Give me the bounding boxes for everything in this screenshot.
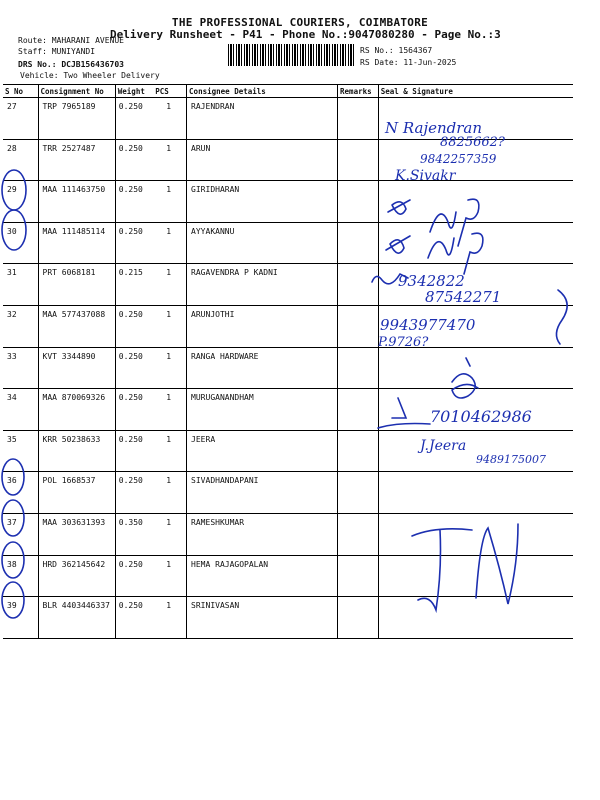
table-row [3, 347, 573, 389]
row-sno: 37 [3, 513, 38, 555]
row-consignment-no: MAA 111485114 [38, 222, 115, 264]
handwriting-sign-32: P.9726? [378, 335, 429, 350]
row-consignee: SRINIVASAN [187, 597, 338, 639]
row-seal-signature [378, 222, 573, 264]
rs-number: RS No.: 1564367 [360, 46, 433, 55]
row-consignee: ARUNJOTHI [187, 305, 338, 347]
row-remarks [338, 347, 379, 389]
row-weight: 0.250 [115, 389, 153, 431]
row-consignment-no: PRT 6068181 [38, 264, 115, 306]
row-consignment-no: TRP 7965189 [38, 98, 115, 140]
table-row [3, 430, 573, 472]
row-remarks [338, 264, 379, 306]
row-consignee: RAGAVENDRA P KADNI [187, 264, 338, 306]
row-remarks [338, 513, 379, 555]
row-pcs: 1 [153, 181, 186, 223]
row-consignee: MURUGANANDHAM [187, 389, 338, 431]
row-sno: 33 [3, 347, 38, 389]
row-seal-signature [378, 181, 573, 223]
row-pcs: 1 [153, 347, 186, 389]
row-weight: 0.250 [115, 98, 153, 140]
route-label: Route: MAHARANI AVENUE [18, 36, 124, 45]
row-remarks [338, 98, 379, 140]
row-seal-signature [378, 430, 573, 472]
row-consignment-no: MAA 577437088 [38, 305, 115, 347]
row-weight: 0.250 [115, 555, 153, 597]
row-consignment-no: MAA 111463750 [38, 181, 115, 223]
col-header-consignee: Consignee Details [187, 85, 338, 98]
row-pcs: 1 [153, 430, 186, 472]
row-consignment-no: MAA 870069326 [38, 389, 115, 431]
row-seal-signature [378, 513, 573, 555]
handwriting-name-35: J.Jeera [420, 438, 467, 454]
row-weight: 0.250 [115, 305, 153, 347]
row-consignee: SIVADHANDAPANI [187, 472, 338, 514]
row-pcs: 1 [153, 305, 186, 347]
row-pcs: 1 [153, 389, 186, 431]
row-weight: 0.350 [115, 513, 153, 555]
col-header-weight: Weight [115, 85, 153, 98]
row-consignment-no: KRR 50238633 [38, 430, 115, 472]
table-row [3, 513, 573, 555]
row-weight: 0.250 [115, 347, 153, 389]
col-header-sno: S No [3, 85, 38, 98]
table-row [3, 139, 573, 181]
row-consignee: RAMESHKUMAR [187, 513, 338, 555]
col-header-pcs: PCS [153, 85, 186, 98]
row-weight: 0.250 [115, 430, 153, 472]
row-seal-signature [378, 472, 573, 514]
row-remarks [338, 597, 379, 639]
row-consignment-no: MAA 303631393 [38, 513, 115, 555]
row-weight: 0.215 [115, 264, 153, 306]
row-pcs: 1 [153, 597, 186, 639]
col-header-consignment: Consignment No [38, 85, 115, 98]
row-remarks [338, 181, 379, 223]
row-sno: 34 [3, 389, 38, 431]
row-sno: 32 [3, 305, 38, 347]
row-remarks [338, 222, 379, 264]
table-row [3, 389, 573, 431]
row-remarks [338, 472, 379, 514]
table-row [3, 98, 573, 140]
row-seal-signature [378, 264, 573, 306]
handwriting-phone-27: 8825662? [440, 135, 505, 150]
row-consignee: JEERA [187, 430, 338, 472]
handwriting-phone-34: 7010462986 [430, 407, 532, 426]
handwriting-phone-32: 9943977470 [380, 316, 476, 334]
table-row [3, 181, 573, 223]
handwriting-name-28: K.Sivakr [395, 168, 456, 184]
row-consignment-no: KVT 3344890 [38, 347, 115, 389]
table-row [3, 264, 573, 306]
table-row [3, 597, 573, 639]
row-consignee: GIRIDHARAN [187, 181, 338, 223]
row-sno: 30 [3, 222, 38, 264]
row-weight: 0.250 [115, 472, 153, 514]
row-remarks [338, 555, 379, 597]
row-consignee: RAJENDRAN [187, 98, 338, 140]
row-sno: 39 [3, 597, 38, 639]
col-header-seal-signature: Seal & Signature [378, 85, 573, 98]
row-weight: 0.250 [115, 597, 153, 639]
row-pcs: 1 [153, 472, 186, 514]
row-consignment-no: BLR 4403446337 [38, 597, 115, 639]
row-pcs: 1 [153, 222, 186, 264]
handwriting-phone-31b: 87542271 [425, 288, 502, 306]
row-seal-signature [378, 98, 573, 140]
row-sno: 28 [3, 139, 38, 181]
row-seal-signature [378, 305, 573, 347]
row-pcs: 1 [153, 98, 186, 140]
rs-date: RS Date: 11-Jun-2025 [360, 58, 457, 67]
row-seal-signature [378, 347, 573, 389]
runsheet-title: Delivery Runsheet - P41 - Phone No.:9047080280 - Page No.:3 [110, 28, 501, 41]
col-header-remarks: Remarks [338, 85, 379, 98]
handwriting-phone-28: 9842257359 [420, 152, 497, 166]
row-consignment-no: HRD 362145642 [38, 555, 115, 597]
vehicle-label: Vehicle: Two Wheeler Delivery [20, 71, 160, 80]
company-title: THE PROFESSIONAL COURIERS, COIMBATORE [171, 16, 429, 29]
row-sno: 35 [3, 430, 38, 472]
row-sno: 36 [3, 472, 38, 514]
drs-number: DRS No.: DCJB156436703 [18, 60, 124, 69]
row-seal-signature [378, 139, 573, 181]
barcode-image [228, 44, 354, 66]
row-pcs: 1 [153, 555, 186, 597]
row-remarks [338, 389, 379, 431]
row-seal-signature [378, 597, 573, 639]
row-consignment-no: TRR 2527487 [38, 139, 115, 181]
table-row [3, 305, 573, 347]
row-consignee: AYYAKANNU [187, 222, 338, 264]
row-remarks [338, 305, 379, 347]
staff-label: Staff: MUNIYANDI [18, 47, 96, 56]
table-row [3, 222, 573, 264]
row-pcs: 1 [153, 513, 186, 555]
row-weight: 0.250 [115, 222, 153, 264]
table-row [3, 472, 573, 514]
table-row [3, 555, 573, 597]
row-weight: 0.250 [115, 139, 153, 181]
row-sno: 27 [3, 98, 38, 140]
row-sno: 31 [3, 264, 38, 306]
row-consignee: RANGA HARDWARE [187, 347, 338, 389]
row-seal-signature [378, 389, 573, 431]
table-header-row [3, 85, 573, 98]
row-consignee: ARUN [187, 139, 338, 181]
row-sno: 29 [3, 181, 38, 223]
handwriting-phone-35: 9489175007 [476, 453, 546, 466]
row-consignee: HEMA RAJAGOPALAN [187, 555, 338, 597]
row-consignment-no: POL 1668537 [38, 472, 115, 514]
row-seal-signature [378, 555, 573, 597]
row-weight: 0.250 [115, 181, 153, 223]
row-remarks [338, 139, 379, 181]
runsheet-table [3, 84, 573, 639]
row-pcs: 1 [153, 264, 186, 306]
handwriting-phone-31a: 9342822 [398, 272, 465, 290]
row-sno: 38 [3, 555, 38, 597]
row-pcs: 1 [153, 139, 186, 181]
handwriting-name-27: N Rajendran [385, 119, 483, 137]
row-remarks [338, 430, 379, 472]
